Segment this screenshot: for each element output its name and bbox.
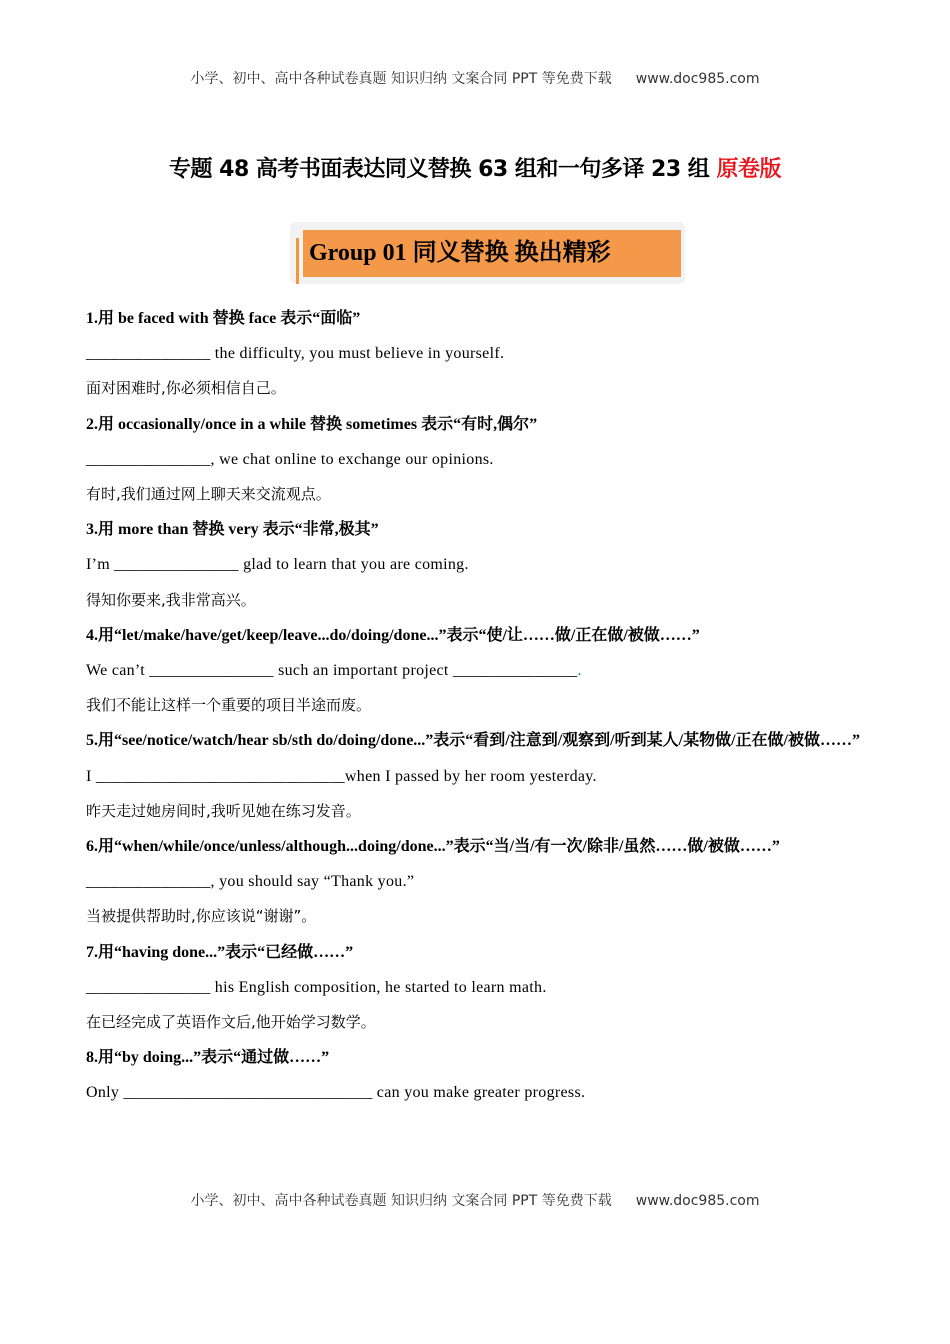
item-heading: 6.用“when/while/once/unless/although...doing/done...”表示“当/当/有一次/除非/虽然……做/被做……”	[86, 838, 780, 856]
title-main: 专题 48 高考书面表达同义替换 63 组和一句多译 23 组	[169, 157, 717, 182]
item-heading: 1.用 be faced with 替换 face 表示“面临”	[86, 310, 361, 327]
header-text: 小学、初中、高中各种试卷真题 知识归纳 文案合同 PPT 等免费下载	[190, 71, 612, 87]
page-footer	[0, 1190, 950, 1210]
exercise-item	[86, 301, 866, 407]
footer-text: 小学、初中、高中各种试卷真题 知识归纳 文案合同 PPT 等免费下载	[190, 1193, 612, 1209]
item-heading: 5.用“see/notice/watch/hear sb/sth do/doing/done...”表示“看到/注意到/观察到/听到某人/某物做/正在做/被做……”	[86, 732, 860, 750]
item-heading: 2.用 occasionally/once in a while 替换 sometimes 表示“有时,偶尔”	[86, 415, 538, 433]
item-sentence: I’m _______________ glad to learn that you are coming.	[86, 556, 469, 574]
item-heading: 7.用“having done...”表示“已经做……”	[86, 943, 354, 961]
item-translation: 得知你要来,我非常高兴。	[86, 590, 256, 609]
item-sentence	[86, 653, 866, 688]
exercise-item	[86, 512, 866, 618]
item-translation: 昨天走过她房间时,我听见她在练习发音。	[86, 801, 361, 820]
exercise-item	[86, 618, 866, 724]
footer-site-link[interactable]: www.doc985.com	[635, 1193, 760, 1209]
item-sentence: Only ______________________________ can you make greater progress.	[86, 1084, 586, 1102]
item-translation: 有时,我们通过网上聊天来交流观点。	[86, 485, 331, 504]
exercise-item	[86, 935, 866, 1041]
exercise-list	[86, 301, 866, 1111]
item-translation: 面对困难时,你必须相信自己。	[86, 379, 286, 398]
sentence-text: We can’t _______________ such an important project _______________	[86, 662, 578, 680]
item-heading: 3.用 more than 替换 very 表示“非常,极其”	[86, 521, 379, 539]
page-header	[0, 68, 950, 88]
item-heading: 8.用“by doing...”表示“通过做……”	[86, 1049, 330, 1067]
item-sentence: _______________, you should say “Thank you.”	[86, 873, 415, 891]
header-site-link[interactable]: www.doc985.com	[635, 71, 760, 87]
item-sentence: _______________ his English composition, he started to learn math.	[86, 978, 547, 996]
banner-accent-bar	[296, 238, 299, 284]
page-title	[0, 152, 950, 183]
exercise-item	[86, 407, 866, 513]
item-translation: 当被提供帮助时,你应该说“谢谢”。	[86, 907, 317, 926]
item-sentence: I ______________________________when I passed by her room yesterday.	[86, 767, 597, 785]
item-sentence: _______________, we chat online to exchange our opinions.	[86, 450, 494, 468]
sentence-end: .	[577, 662, 582, 680]
item-sentence: _______________ the difficulty, you must believe in yourself.	[86, 345, 505, 363]
item-translation: 在已经完成了英语作文后,他开始学习数学。	[86, 1013, 376, 1032]
item-translation: 我们不能让这样一个重要的项目半途而废。	[86, 696, 372, 715]
exercise-item	[86, 829, 866, 935]
group-banner: Group 01 同义替换 换出精彩	[303, 230, 681, 277]
item-heading: 4.用“let/make/have/get/keep/leave...do/doing/done...”表示“使/让……做/正在做/被做……”	[86, 626, 700, 644]
exercise-item	[86, 723, 866, 829]
exercise-item	[86, 1040, 866, 1110]
title-tag: 原卷版	[716, 157, 781, 182]
